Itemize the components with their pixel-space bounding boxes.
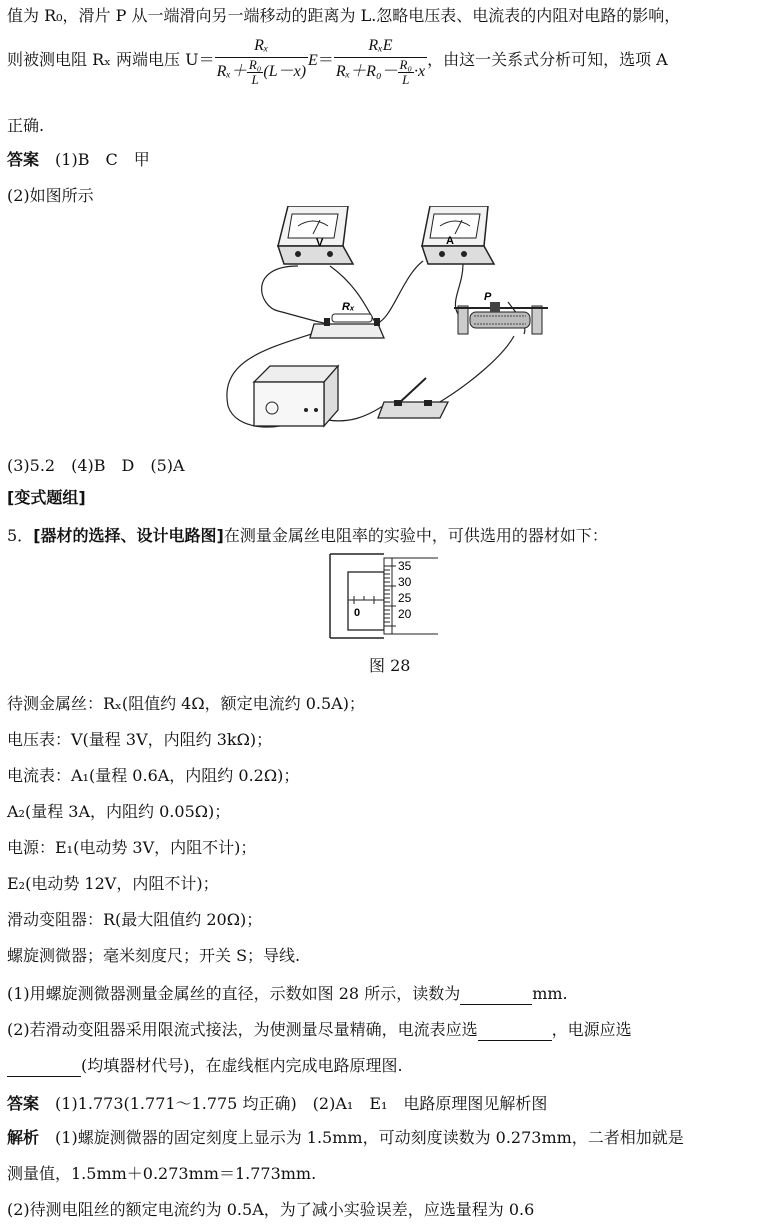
slider-label: P bbox=[484, 291, 492, 303]
fraction-1-denominator: Rₓ＋ $\frac{\text{R₀}}{L}(L-x)$ bbox=[216, 56, 307, 87]
material-1: 待测金属丝：Rₓ(阻值约 4Ω，额定电流约 0.5A)； bbox=[7, 694, 365, 713]
ammeter-label: A bbox=[446, 235, 454, 247]
question-5-part-1: (1)用螺旋测微器测量金属丝的直径，示数如图 28 所示，读数为 mm. bbox=[7, 984, 568, 1003]
material-8: 螺旋测微器；毫米刻度尺；开关 S；导线. bbox=[7, 946, 301, 965]
answer-line-1: 答案 (1)B C 甲 bbox=[7, 150, 150, 169]
answer-label-2: 答案 bbox=[7, 1094, 40, 1113]
question-5: 5．[器材的选择、设计电路图]在测量金属丝电阻率的实验中，可供选用的器材如下： bbox=[7, 526, 608, 545]
question-5-part-2b: (均填器材代号)，在虚线框内完成电路原理图. bbox=[7, 1056, 403, 1077]
figure-caption: 图 28 bbox=[369, 656, 411, 675]
resistor-label: Rₓ bbox=[342, 301, 355, 313]
switch bbox=[378, 378, 448, 418]
formula-prefix: 则被测电阻 Rₓ 两端电压 U＝ bbox=[7, 50, 215, 69]
voltmeter bbox=[278, 206, 353, 264]
question-5-part-2a: (2)若滑动变阻器采用限流式接法，为使测量尽量精确，电流表应选 ，电源应选 bbox=[7, 1020, 632, 1039]
variable-E: E bbox=[308, 52, 318, 69]
material-2: 电压表：V(量程 3V，内阻约 3kΩ)； bbox=[7, 730, 273, 749]
analysis-line-3: (2)待测电阻丝的额定电流约为 0.5A，为了减小实验误差，应选量程为 0.6 bbox=[7, 1200, 535, 1219]
answer-line: 答案 (1)1.773(1.771～1.775 均正确) (2)A₁ E₁ 电路原理图见解析图 bbox=[7, 1094, 548, 1113]
circuit-diagram bbox=[218, 206, 558, 438]
ammeter bbox=[422, 206, 494, 264]
material-7: 滑动变阻器：R(最大阻值约 20Ω)； bbox=[7, 910, 263, 929]
intro-line-3: 正确. bbox=[7, 116, 45, 135]
variant-heading: [变式题组] bbox=[7, 488, 86, 507]
micrometer-figure bbox=[326, 552, 442, 642]
fraction-2-numerator: RₓE bbox=[334, 35, 427, 58]
fraction-2-denominator: Rₓ＋R₀－ $\frac{\text{R₀}}{L}\cdot x$ bbox=[335, 56, 426, 87]
equals-sign: ＝ bbox=[317, 50, 334, 69]
material-5: 电源：E₁(电动势 3V，内阻不计)； bbox=[7, 838, 257, 857]
scale-label-25: 25 bbox=[398, 591, 412, 605]
material-4: A₂(量程 3A，内阻约 0.05Ω)； bbox=[7, 802, 231, 821]
answer-line-2: (2)如图所示 bbox=[7, 186, 94, 205]
analysis-label: 解析 bbox=[7, 1128, 40, 1147]
fraction-2 bbox=[334, 35, 427, 87]
fraction-1 bbox=[215, 35, 308, 87]
analysis-line-2: 测量值，1.5mm＋0.273mm＝1.773mm. bbox=[7, 1164, 317, 1183]
formula-suffix: ，由这一关系式分析可知，选项 A bbox=[427, 50, 668, 69]
analysis-line-1: 解析 (1)螺旋测微器的固定刻度上显示为 1.5mm，可动刻度读数为 0.273mm，二者相加就是 bbox=[7, 1128, 684, 1147]
material-6: E₂(电动势 12V，内阻不计)； bbox=[7, 874, 219, 893]
answer-blank-3[interactable] bbox=[7, 1056, 81, 1077]
scale-label-30: 30 bbox=[398, 575, 412, 589]
power-supply bbox=[254, 366, 338, 426]
material-3: 电流表：A₁(量程 0.6A，内阻约 0.2Ω)； bbox=[7, 766, 300, 785]
scale-label-35: 35 bbox=[398, 559, 412, 573]
answer-label: 答案 bbox=[7, 150, 40, 169]
scale-label-20: 20 bbox=[398, 607, 412, 621]
fraction-1-numerator: Rₓ bbox=[215, 35, 308, 58]
intro-line-1: 值为 R₀，滑片 P 从一端滑向另一端移动的距离为 L.忽略电压表、电流表的内阻对电路的影响， bbox=[7, 6, 681, 25]
answer-line-3: (3)5.2 (4)B D (5)A bbox=[7, 456, 185, 475]
formula-line bbox=[7, 30, 668, 92]
voltmeter-label: V bbox=[316, 237, 324, 249]
question-5-tag: [器材的选择、设计电路图] bbox=[33, 526, 224, 545]
mini-fraction-2: $\frac{\text{R₀}}{L}$ bbox=[399, 56, 412, 87]
micrometer-zero: 0 bbox=[354, 607, 361, 619]
answer-blank-1[interactable] bbox=[460, 984, 532, 1005]
mini-fraction-1: $\frac{\text{R₀}}{L}$ bbox=[248, 56, 262, 87]
rheostat bbox=[454, 291, 548, 334]
answer-blank-2[interactable] bbox=[478, 1020, 552, 1041]
